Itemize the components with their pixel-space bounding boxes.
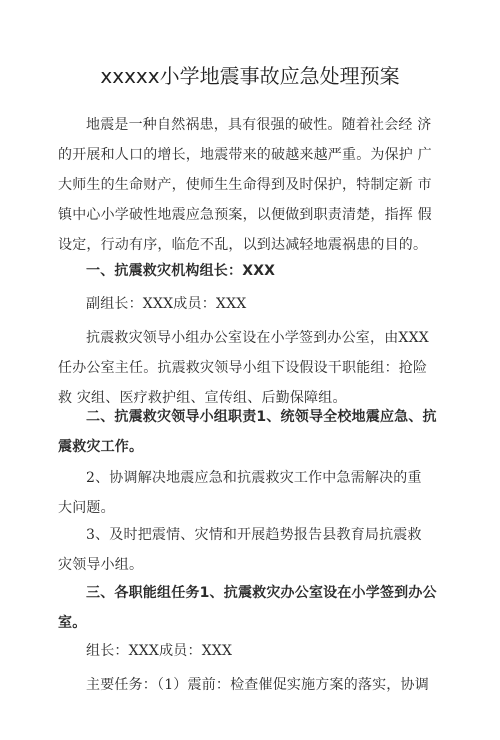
text-line: 大师生的生命财产，使师生生命得到及时保护，特制定新 市 [58,177,432,193]
text-line [58,463,450,493]
paragraph-team-lead [58,636,450,666]
text-line [58,289,450,319]
text-line [58,578,450,608]
text-line: 的开展和人口的增长，地震带来的破越来越严重。为保护 广 [58,147,432,163]
heading-section-1 [58,256,450,286]
text-line: 大问题。 [58,500,115,516]
paragraph-item-3 [58,520,450,580]
text-line [58,670,450,700]
text-line: 镇中心小学破性地震应急预案，以便做到职责清楚，指挥 假 [58,207,432,223]
heading-section-3 [58,578,450,638]
text-line-content: 三、各职能组任务1、抗震救灾办公室设在小学签到办公 [86,585,437,601]
text-line [58,636,450,666]
paragraph-office [58,323,450,413]
text-line-content: 二、抗震救灾领导小组职责1、统领导全校地震应急、抗 [86,409,437,425]
text-line-content: 抗震救灾领导小组办公室设在小学签到办公室，由XXX [86,330,429,346]
paragraph-intro [58,110,450,260]
text-line [58,323,450,353]
text-line-content: 副组长：XXX成员：XXX [86,296,247,312]
text-line-content: 组长：XXX成员：XXX [86,643,233,659]
text-line: 震救灾工作。 [58,439,144,455]
text-line [58,402,450,432]
text-line [58,520,450,550]
text-line: 室。 [58,615,87,631]
paragraph-item-2 [58,463,450,523]
text-line-content: 3、及时把震情、灾情和开展趋势报告县教育局抗震救 [86,527,422,543]
text-line: 设定，行动有序，临危不乱，以到达减轻地震祸患的目的。 [58,237,428,253]
paragraph-main-tasks [58,670,450,700]
heading-section-2 [58,402,450,462]
text-line: 救 灾组、医疗救护组、宣传组、后勤保障组。 [58,390,347,406]
text-line [58,110,450,140]
document-title: xxxxx小学地震事故应急处理预案 [100,64,400,88]
text-line [58,256,450,286]
text-line-content: 一、抗震救灾机构组长：XXX [86,263,276,279]
text-line: 灾领导小组。 [58,557,144,573]
paragraph-deputy [58,289,450,319]
text-line-content: 地震是一种自然祸患，具有很强的破性。随着社会经 济 [86,117,432,133]
text-line-content: 主要任务：（1）震前：检查催促实施方案的落实，协调 [86,677,429,693]
text-line-content: 2、协调解决地震应急和抗震救灾工作中急需解决的重 [86,470,422,486]
text-line: 任办公室主任。抗震救灾领导小组下设假设干职能组：抢险 [58,360,428,376]
